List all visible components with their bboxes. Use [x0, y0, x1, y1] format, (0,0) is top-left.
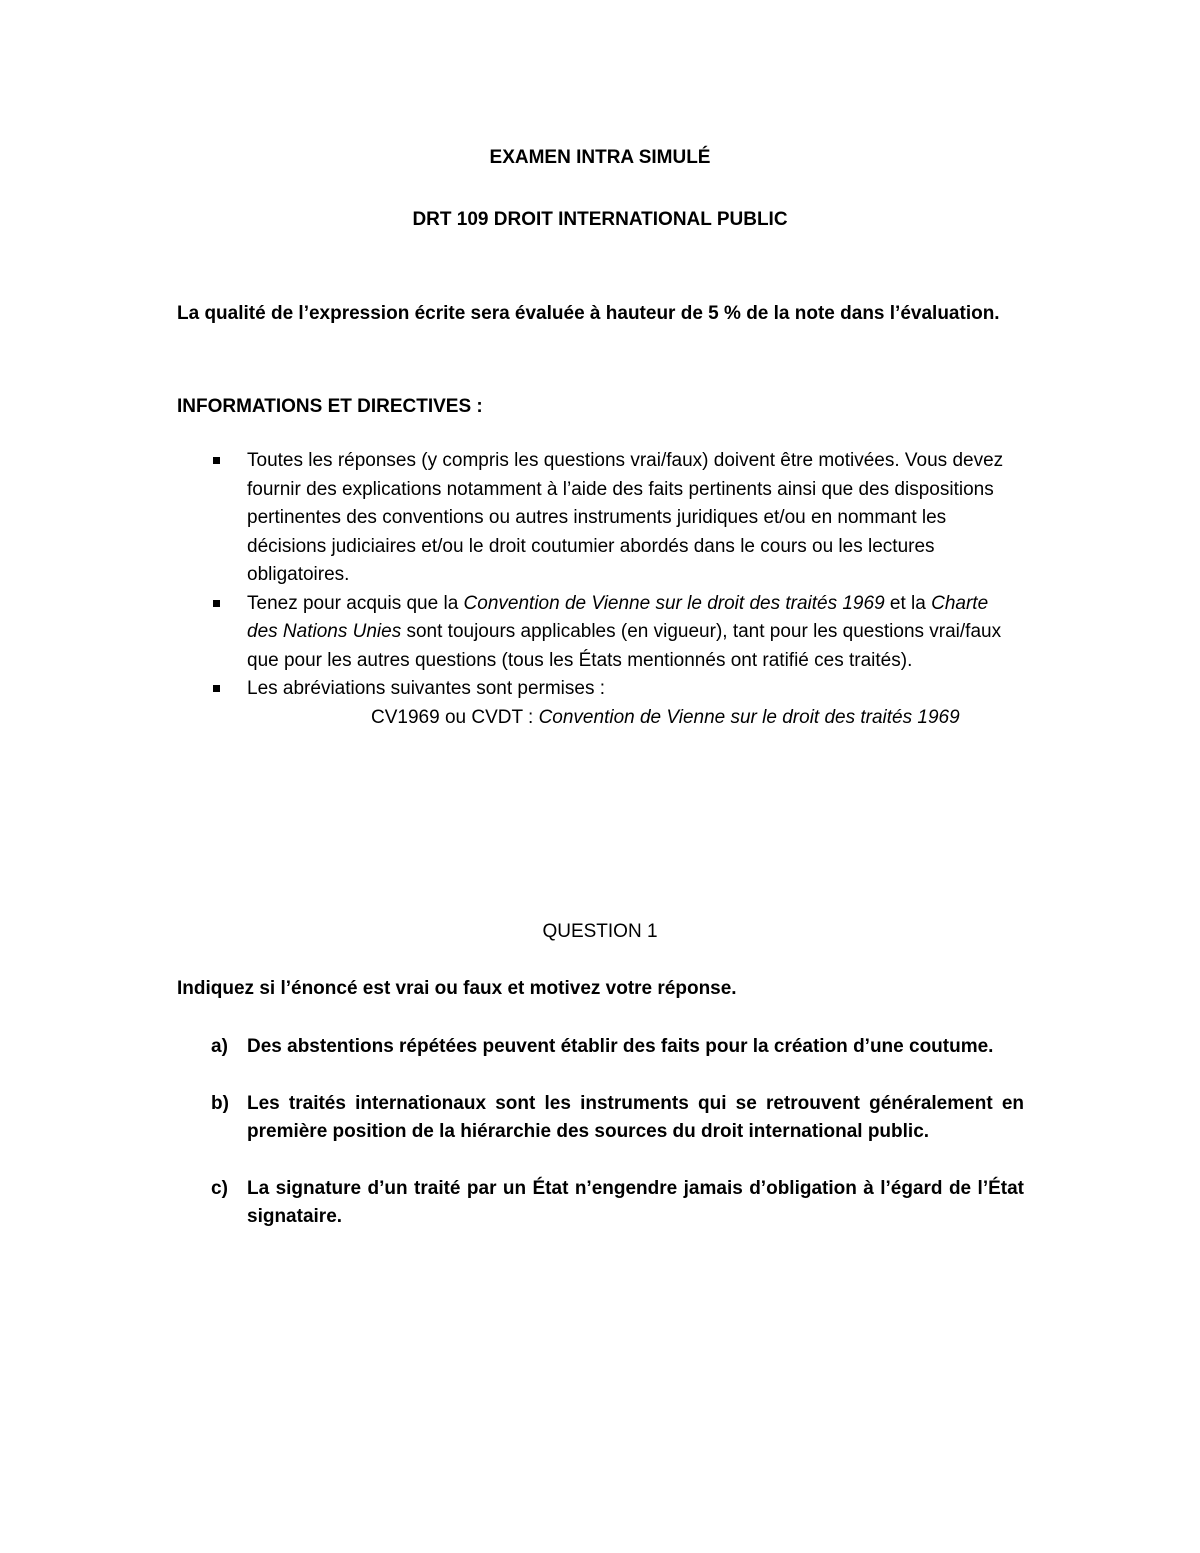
exam-title: EXAMEN INTRA SIMULÉ — [489, 147, 711, 168]
directive-text-2c: sont toujours applicables (en vigueur), tant pour les questions vrai/faux que pour les autres questions (tous les États mentionnés ont ratifié ces traités). — [247, 621, 1002, 671]
abbreviation-prefix: CV1969 ou CVDT : — [371, 706, 539, 728]
directive-item-1 — [177, 447, 1024, 590]
square-bullet-icon — [213, 685, 220, 692]
question-items-container — [177, 1033, 1024, 1260]
item-marker: c) — [211, 1177, 228, 1199]
item-text: Les traités internationaux sont les instruments qui se retrouvent généralement en première position de la hiérarchie des sources du droit international public. — [247, 1092, 1024, 1142]
directive-text-1: Toutes les réponses (y compris les questions vrai/faux) doivent être motivées. Vous devez fournir des explications notamment à l’aide des faits pertinents ainsi que des dispositions pertinentes des conventions ou autres instruments juridiques et/ou en nommant les décisions judiciaires et/ou le droit coutumier abordés dans le cours ou les lectures obligatoires. — [247, 450, 1004, 585]
directives-list-container — [177, 447, 1024, 732]
directive-item-3 — [177, 675, 1024, 732]
abbreviation-line — [247, 704, 1024, 733]
info-heading: INFORMATIONS ET DIRECTIVES : — [177, 396, 483, 417]
square-bullet-icon — [213, 457, 220, 464]
item-marker: a) — [211, 1036, 228, 1057]
question-instruction: Indiquez si l’énoncé est vrai ou faux et motivez votre réponse. — [177, 978, 737, 999]
question-items — [177, 1033, 1024, 1232]
directives-list — [177, 447, 1024, 732]
charter-title: Charte des Nations Unies — [247, 592, 989, 642]
item-text: Des abstentions répétées peuvent établir des faits pour la création d’une coutume. — [247, 1036, 994, 1057]
convention-title: Convention de Vienne sur le droit des traités 1969 — [463, 592, 885, 614]
item-marker: b) — [211, 1092, 229, 1114]
question-item-b — [177, 1090, 1024, 1147]
directive-text-2a: Tenez pour acquis que la — [247, 592, 464, 614]
directive-item-2 — [177, 590, 1024, 676]
question-item-a — [177, 1033, 1024, 1062]
directive-text-2b: et la — [884, 592, 932, 614]
question-heading: QUESTION 1 — [542, 921, 658, 942]
quality-notice: La qualité de l’expression écrite sera évaluée à hauteur de 5 % de la note dans l’évaluation. — [177, 303, 1000, 324]
abbreviation-meaning: Convention de Vienne sur le droit des traités 1969 — [538, 706, 960, 728]
directive-text-3: Les abréviations suivantes sont permises : — [247, 678, 606, 699]
item-text: La signature d’un traité par un État n’engendre jamais d’obligation à l’égard de l’État signataire. — [247, 1177, 1024, 1227]
question-item-c — [177, 1175, 1024, 1232]
square-bullet-icon — [213, 600, 220, 607]
course-title: DRT 109 DROIT INTERNATIONAL PUBLIC — [412, 209, 788, 230]
